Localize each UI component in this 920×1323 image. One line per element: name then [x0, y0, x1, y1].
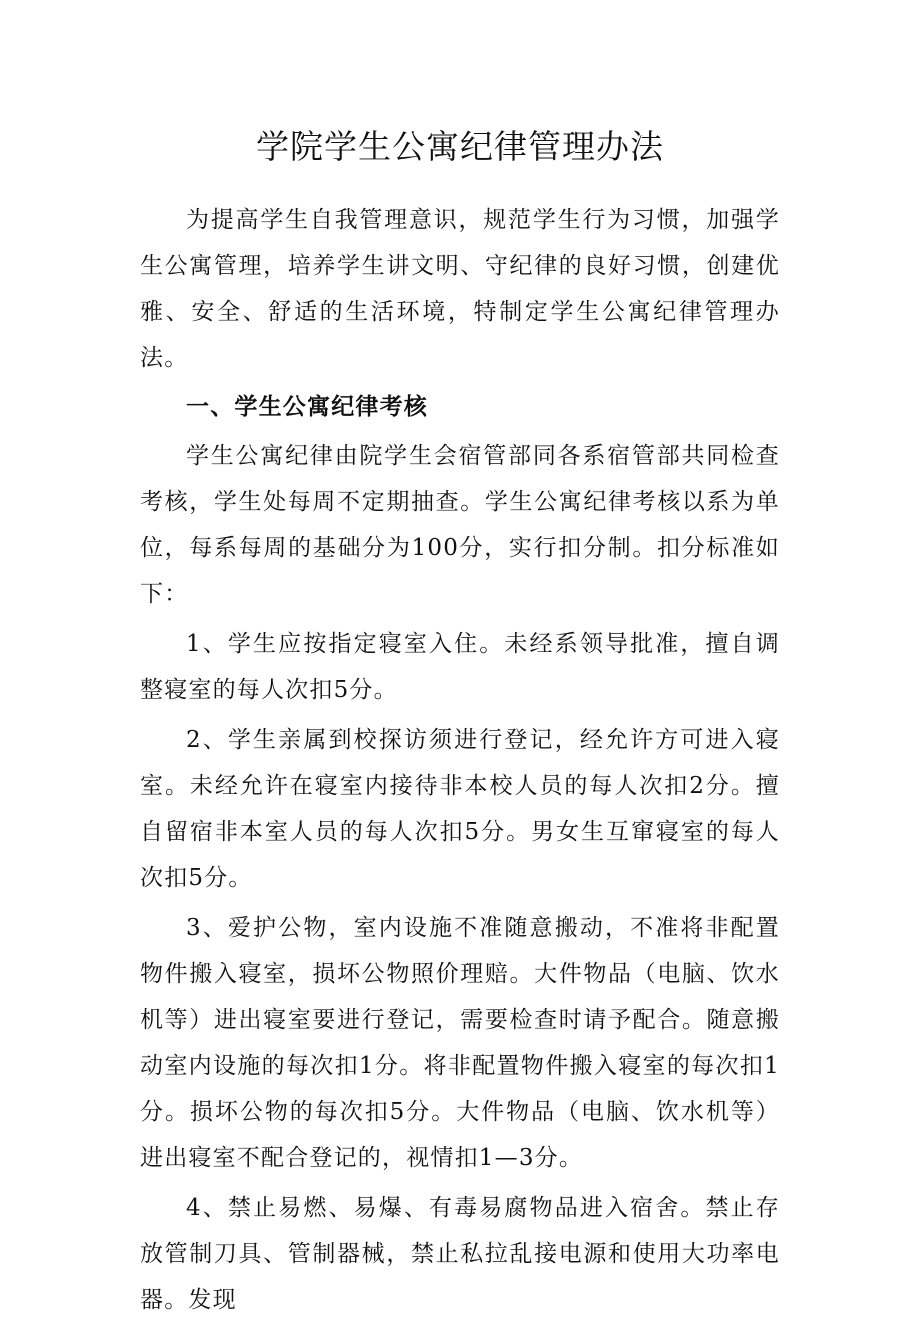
document-title: 学院学生公寓纪律管理办法	[256, 127, 664, 166]
rule-paragraph-3: 3、爱护公物，室内设施不准随意搬动，不准将非配置物件搬入寝室，损坏公物照价理赔。大件物品（电脑、饮水机等）进出寝室要进行登记，需要检查时请予配合。随意搬动室内设施的每次扣1分。将非配置物件搬入寝室的每次扣1分。损坏公物的每次扣5分。大件物品（电脑、饮水机等）进出寝室不配合登记的，视情扣1—3分。	[140, 915, 780, 1171]
section-heading: 一、学生公寓纪律考核	[186, 394, 428, 420]
rule-paragraph-2: 2、学生亲属到校探访须进行登记，经允许方可进入寝室。未经允许在寝室内接待非本校人员的每人次扣2分。擅自留宿非本室人员的每人次扣5分。男女生互窜寝室的每人次扣5分。	[140, 727, 780, 891]
intro-paragraph: 为提高学生自我管理意识，规范学生行为习惯，加强学生公寓管理，培养学生讲文明、守纪律的良好习惯，创建优雅、安全、舒适的生活环境，特制定学生公寓纪律管理办法。	[140, 207, 780, 371]
rule-paragraph-1: 1、学生应按指定寝室入住。未经系领导批准，擅自调整寝室的每人次扣5分。	[140, 631, 780, 703]
rule-paragraph-4: 4、禁止易燃、易爆、有毒易腐物品进入宿舍。禁止存放管制刀具、管制器械，禁止私拉乱接电源和使用大功率电器。发现	[140, 1195, 780, 1313]
document-body	[140, 197, 780, 1323]
section-intro-paragraph: 学生公寓纪律由院学生会宿管部同各系宿管部共同检查考核，学生处每周不定期抽查。学生公寓纪律考核以系为单位，每系每周的基础分为100分，实行扣分制。扣分标准如下：	[140, 443, 780, 607]
